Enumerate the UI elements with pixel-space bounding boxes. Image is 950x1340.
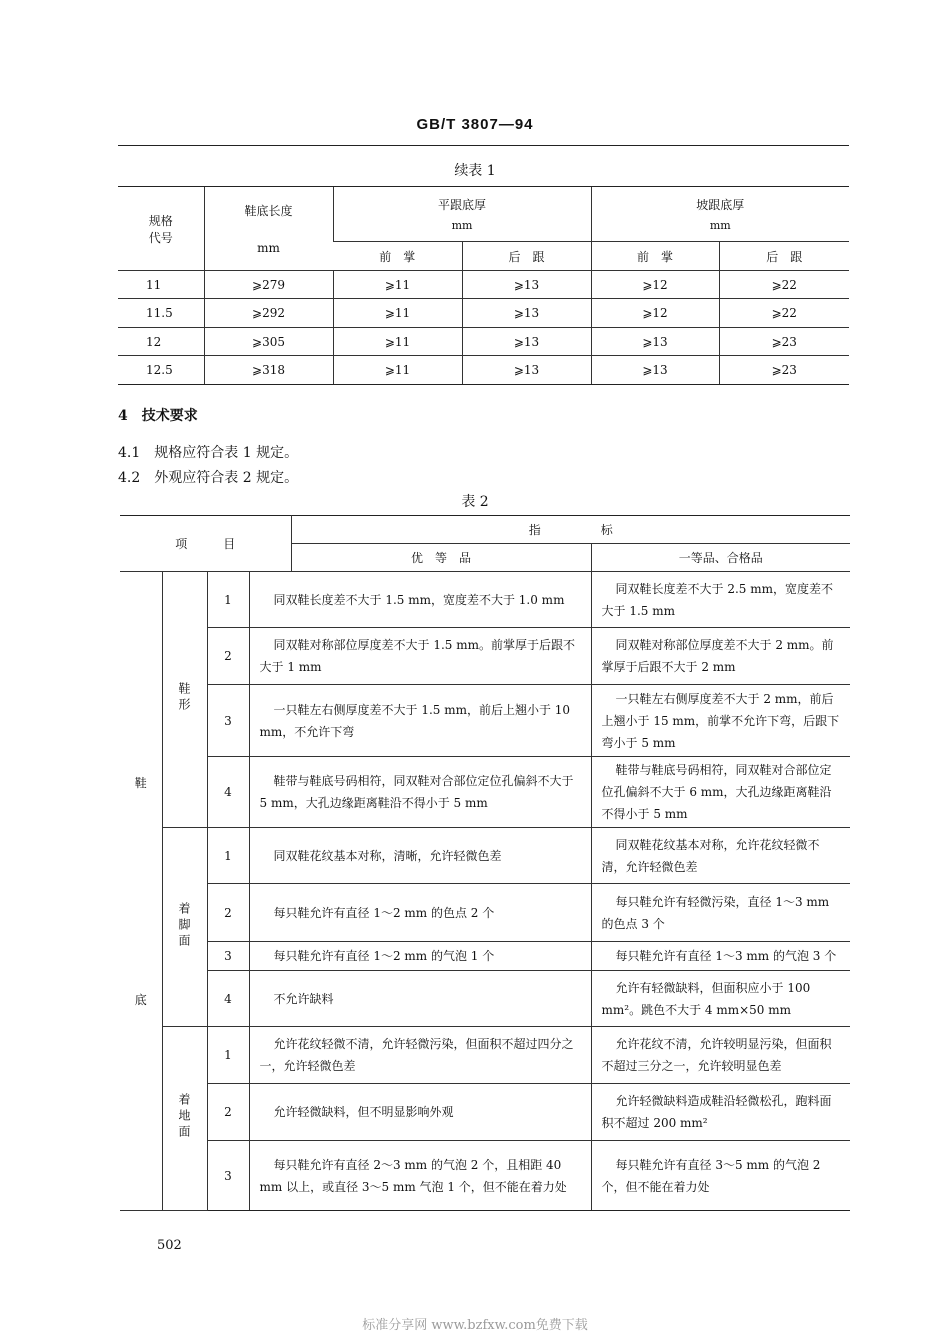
table2-caption: 表 2 [461, 494, 489, 510]
t1-flat-group: 平跟底厚 mm [333, 187, 591, 242]
t2-group-ground: 着地面 [162, 1027, 207, 1211]
t2-col-first: 一等品、合格品 [591, 544, 850, 572]
t1-slope-group: 坡跟底厚 mm [591, 187, 849, 242]
t1-col-length: 鞋底长度 mm [204, 187, 333, 271]
table-row: 4 鞋带与鞋底号码相符，同双鞋对合部位定位孔偏斜不大于 5 mm，大孔边缘距离鞋沿不得小于 5 mm 鞋带与鞋底号码相符，同双鞋对合部位定位孔偏斜不大于 6 mm，大孔边缘距离鞋沿不得小于 5 mm [120, 757, 850, 828]
table-row: 12.5 ⩾318 ⩾11 ⩾13 ⩾13 ⩾23 [118, 356, 849, 385]
clause-4-2: 4.2 外观应符合表 2 规定。 [118, 470, 299, 486]
page-number: 502 [157, 1238, 182, 1253]
t1-flat-front: 前 掌 [333, 242, 462, 271]
table-row: 2 每只鞋允许有直径 1～2 mm 的色点 2 个 每只鞋允许有轻微污染，直径 1～3 mm 的色点 3 个 [120, 884, 850, 942]
header-rule [118, 145, 849, 146]
t1-slope-back: 后 跟 [719, 242, 849, 271]
t2-indicator-header: 指 标 [291, 516, 850, 544]
table-row: 3 每只鞋允许有直径 2～3 mm 的气泡 2 个，且相距 40 mm 以上，或直径 3～5 mm 气泡 1 个，但不能在着力处 每只鞋允许有直径 3～5 mm 的气泡 2 个，但不能在着力处 [120, 1141, 850, 1211]
table-row: 11.5 ⩾292 ⩾11 ⩾13 ⩾12 ⩾22 [118, 299, 849, 328]
t2-group-foot: 着脚面 [162, 828, 207, 1027]
table-row: 3 一只鞋左右侧厚度差不大于 1.5 mm，前后上翘小于 10 mm，不允许下弯 一只鞋左右侧厚度差不大于 2 mm，前后上翘小于 15 mm，前掌不允许下弯，后跟下弯小于 5 mm [120, 685, 850, 757]
t2-item-header: 项 目 [120, 516, 291, 572]
table1 [118, 186, 849, 385]
table2 [120, 515, 850, 1211]
table-row: 着地面 1 允许花纹轻微不清，允许轻微污染，但面积不超过四分之一，允许轻微色差 允许花纹不清，允许较明显污染，但面积不超过三分之一，允许较明显色差 [120, 1027, 850, 1084]
standard-number: GB/T 3807—94 [416, 116, 534, 133]
t1-col-code: 规格 代号 [118, 187, 204, 271]
clause-4-1: 4.1 规格应符合表 1 规定。 [118, 445, 299, 461]
table1-caption: 续表 1 [454, 163, 496, 179]
table-row: 4 不允许缺料 允许有轻微缺料，但面积应小于 100 mm²。跳色不大于 4 mm×50 mm [120, 971, 850, 1027]
table-row: 着脚面 1 同双鞋花纹基本对称，清晰，允许轻微色差 同双鞋花纹基本对称，允许花纹轻微不清，允许轻微色差 [120, 828, 850, 884]
t2-group-shape: 鞋形 [162, 572, 207, 828]
t2-sole-label: 鞋 底 [120, 572, 162, 1211]
t1-slope-front: 前 掌 [591, 242, 719, 271]
table-row: 11 ⩾279 ⩾11 ⩾13 ⩾12 ⩾22 [118, 271, 849, 299]
watermark: 标准分享网 www.bzfxw.com免费下载 [362, 1318, 588, 1333]
section-heading: 4 技术要求 [118, 408, 198, 424]
t2-col-excellent: 优 等 品 [291, 544, 591, 572]
t1-flat-back: 后 跟 [462, 242, 591, 271]
table-row: 12 ⩾305 ⩾11 ⩾13 ⩾13 ⩾23 [118, 328, 849, 356]
table-row: 3 每只鞋允许有直径 1～2 mm 的气泡 1 个 每只鞋允许有直径 1～3 mm 的气泡 3 个 [120, 942, 850, 971]
table-row: 鞋 底 鞋形 1 同双鞋长度差不大于 1.5 mm，宽度差不大于 1.0 mm 同双鞋长度差不大于 2.5 mm，宽度差不大于 1.5 mm [120, 572, 850, 628]
table-row: 2 允许轻微缺料，但不明显影响外观 允许轻微缺料造成鞋沿轻微松孔，跑料面积不超过 200 mm² [120, 1084, 850, 1141]
table-row: 2 同双鞋对称部位厚度差不大于 1.5 mm。前掌厚于后跟不大于 1 mm 同双鞋对称部位厚度差不大于 2 mm。前掌厚于后跟不大于 2 mm [120, 628, 850, 685]
